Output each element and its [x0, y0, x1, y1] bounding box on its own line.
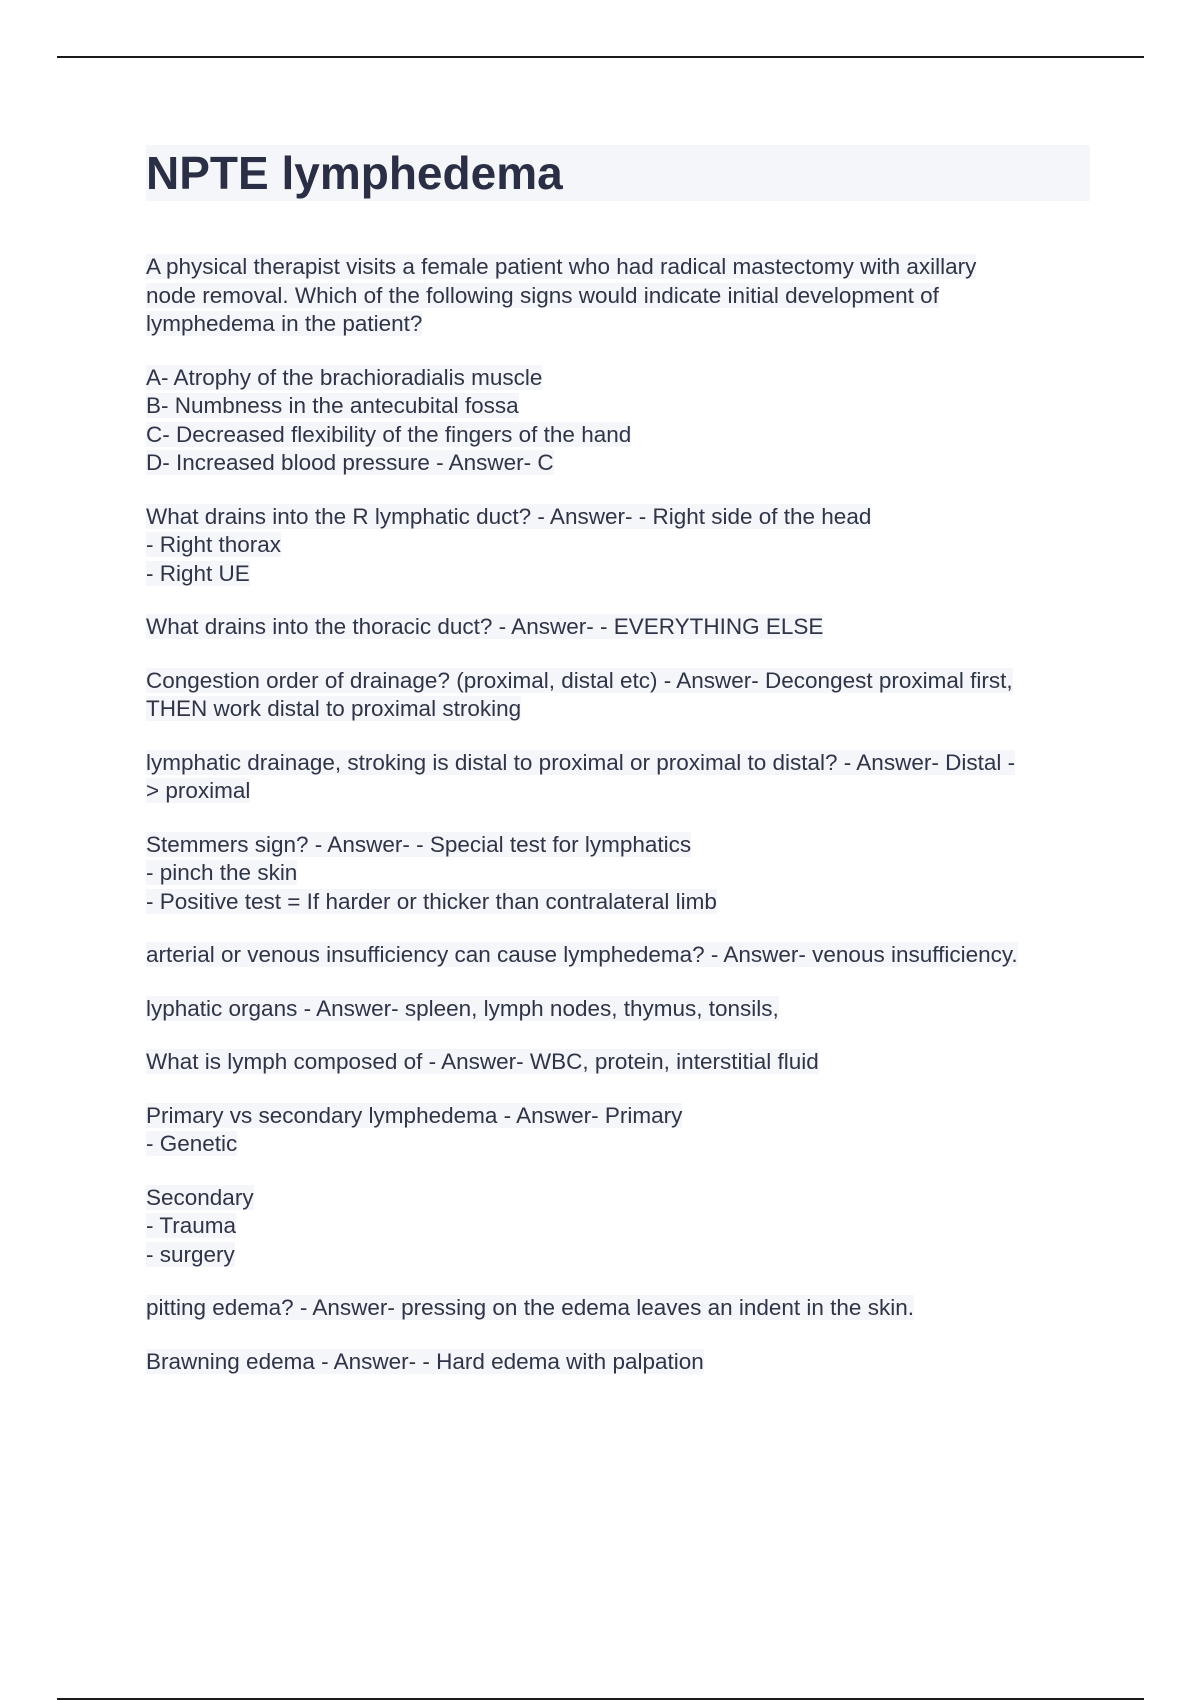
text-line-content: D- Increased blood pressure - Answer- C: [146, 450, 554, 475]
text-line-content: > proximal: [146, 778, 251, 803]
text-line: [146, 1241, 1090, 1270]
top-rule: [57, 56, 1144, 58]
text-line-content: - surgery: [146, 1241, 235, 1267]
text-line-content: THEN work distal to proximal stroking: [146, 696, 522, 721]
text-line-content: arterial or venous insufficiency can cause lymphedema? - Answer- venous insufficiency.: [146, 942, 1018, 967]
text-line: [146, 503, 1090, 532]
text-line-content: Stemmers sign? - Answer- - Special test for lymphatics: [146, 831, 692, 857]
text-line-content: - Genetic: [146, 1131, 238, 1156]
text-line: [146, 749, 1090, 778]
text-line-content: - Right UE: [146, 560, 250, 586]
text-line: [146, 613, 1090, 642]
text-line-content: lyphatic organs - Answer- spleen, lymph nodes, thymus, tonsils,: [146, 995, 779, 1021]
page-title: NPTE lymphedema: [146, 145, 1090, 201]
text-line: [146, 1048, 1090, 1077]
text-line: [146, 310, 1090, 339]
text-line-content: - Right thorax: [146, 532, 282, 557]
text-line: [146, 1212, 1090, 1241]
text-line: [146, 831, 1090, 860]
text-line-content: - pinch the skin: [146, 860, 298, 885]
flashcard-paragraph: [146, 1048, 1090, 1077]
text-line: [146, 1294, 1090, 1323]
text-line: [146, 560, 1090, 589]
text-line: [146, 777, 1090, 806]
flashcard-list: [146, 253, 1090, 1376]
text-line-content: Secondary: [146, 1184, 254, 1210]
text-line: [146, 282, 1090, 311]
flashcard-paragraph: [146, 667, 1090, 724]
text-line: [146, 859, 1090, 888]
text-line: [146, 888, 1090, 917]
text-line-content: B- Numbness in the antecubital fossa: [146, 393, 519, 418]
text-line-content: C- Decreased flexibility of the fingers of the hand: [146, 421, 632, 447]
flashcard-paragraph: [146, 503, 1090, 589]
flashcard-paragraph: [146, 1294, 1090, 1323]
text-line-content: lymphatic drainage, stroking is distal to proximal or proximal to distal? - Answer- Distal -: [146, 749, 1016, 775]
text-line-content: node removal. Which of the following signs would indicate initial development of: [146, 282, 939, 308]
flashcard-paragraph: [146, 749, 1090, 806]
text-line: [146, 449, 1090, 478]
text-line-content: pitting edema? - Answer- pressing on the edema leaves an indent in the skin.: [146, 1295, 914, 1320]
flashcard-paragraph: [146, 253, 1090, 339]
flashcard-paragraph: [146, 831, 1090, 917]
text-line: [146, 1348, 1090, 1377]
flashcard-paragraph: [146, 613, 1090, 642]
text-line: [146, 531, 1090, 560]
flashcard-paragraph: [146, 995, 1090, 1024]
text-line-content: Brawning edema - Answer- - Hard edema with palpation: [146, 1348, 704, 1374]
text-line-content: What drains into the thoracic duct? - Answer- - EVERYTHING ELSE: [146, 614, 824, 639]
document-body: [146, 145, 1090, 1401]
flashcard-paragraph: [146, 1348, 1090, 1377]
text-line: [146, 1130, 1090, 1159]
text-line-content: What is lymph composed of - Answer- WBC, protein, interstitial fluid: [146, 1049, 819, 1074]
flashcard-paragraph: [146, 1102, 1090, 1159]
text-line-content: - Trauma: [146, 1213, 237, 1238]
text-line-content: A- Atrophy of the brachioradialis muscle: [146, 364, 543, 390]
text-line: [146, 364, 1090, 393]
flashcard-paragraph: [146, 1184, 1090, 1270]
flashcard-paragraph: [146, 941, 1090, 970]
text-line: [146, 392, 1090, 421]
text-line-content: What drains into the R lymphatic duct? - Answer- - Right side of the head: [146, 503, 872, 529]
text-line: [146, 995, 1090, 1024]
text-line: [146, 253, 1090, 282]
text-line: [146, 667, 1090, 696]
text-line: [146, 421, 1090, 450]
text-line: [146, 941, 1090, 970]
text-line: [146, 1184, 1090, 1213]
text-line: [146, 695, 1090, 724]
flashcard-paragraph: [146, 364, 1090, 478]
text-line: [146, 1102, 1090, 1131]
text-line-content: A physical therapist visits a female patient who had radical mastectomy with axillary: [146, 254, 977, 279]
text-line-content: Congestion order of drainage? (proximal, distal etc) - Answer- Decongest proximal first,: [146, 667, 1013, 693]
text-line-content: Primary vs secondary lymphedema - Answer- Primary: [146, 1102, 683, 1128]
text-line-content: - Positive test = If harder or thicker than contralateral limb: [146, 888, 717, 914]
text-line-content: lymphedema in the patient?: [146, 311, 423, 336]
